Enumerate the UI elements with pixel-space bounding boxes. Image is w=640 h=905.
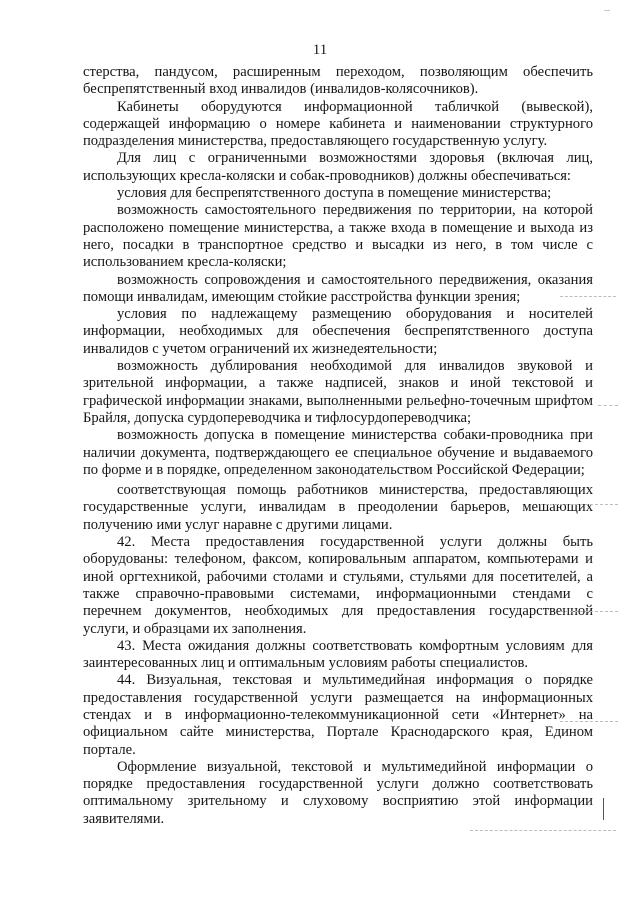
paragraph-11: 42. Места предоставления государственной услуги должны быть оборудованы: телефоном, факсом, копировальным аппаратом, компьютерами и иной оргтехникой, рабочими столами и стульями, стульями для посетителей, а также справочно-правовыми системами, информационными стендами с перечнем документов, необходимых для предоставления государственной услуги, и образцами их заполнения.	[83, 534, 593, 637]
scan-artifact	[604, 10, 610, 11]
paragraph-9: возможность допуска в помещение министерства собаки-проводника при наличии документа, подтверждающего ее специальное обучение и выдаваемого по форме и в порядке, определенном законодательством Российской Федерации;	[83, 427, 593, 478]
scan-artifact	[598, 405, 618, 407]
paragraph-13: 44. Визуальная, текстовая и мультимедийная информация о порядке предоставления государственной услуги размещается на информационных стендах и в информационно-телекоммуникационной сети «Интернет» на официальном сайте министерства, Портале Краснодарского края, Едином портале.	[83, 672, 593, 758]
body-text	[83, 64, 593, 828]
paragraph-7: условия по надлежащему размещению оборудования и носителей информации, необходимых для обеспечения беспрепятственного доступа инвалидов с учетом ограничений их жизнедеятельности;	[83, 306, 593, 357]
scan-artifact	[470, 830, 616, 832]
scan-artifact	[560, 296, 616, 298]
paragraph-6: возможность сопровождения и самостоятельного передвижения, оказания помощи инвалидам, имеющим стойкие расстройства функции зрения;	[83, 271, 593, 305]
scan-artifact	[540, 504, 618, 506]
paragraph-12: 43. Места ожидания должны соответствовать комфортным условиям для заинтересованных лиц и оптимальным условиям работы специалистов.	[83, 637, 593, 672]
scan-artifact	[560, 611, 618, 613]
margin-rule	[603, 798, 604, 820]
paragraph-5: возможность самостоятельного передвижения по территории, на которой расположено помещение министерства, а также входа в помещение и выхода из него, посадки в транспортное средство и высадки из него, в том числе с использованием кресла-коляски;	[83, 202, 593, 271]
paragraph-2: Кабинеты оборудуются информационной табличкой (вывеской), содержащей информацию о номере кабинета и наименовании структурного подразделения министерства, предоставляющего государственную услугу.	[83, 98, 593, 150]
paragraph-4: условия для беспрепятственного доступа в помещение министерства;	[117, 185, 552, 202]
paragraph-14: Оформление визуальной, текстовой и мультимедийной информации о порядке предоставления государственной услуги должно соответствовать оптимальному зрительному и слуховому восприятию этой информации заявителями.	[83, 758, 593, 827]
paragraph-3: Для лиц с ограниченными возможностями здоровья (включая лиц, использующих кресла-коляски и собак-проводников) должны обеспечиваться:	[83, 150, 593, 184]
paragraph-8: возможность дублирования необходимой для инвалидов звуковой и зрительной информации, а также надписей, знаков и иной текстовой и графической информации знаками, выполненными рельефно-точечным шрифтом Брайля, допуска сурдопереводчика и тифлосурдопереводчика;	[83, 358, 593, 426]
paragraph-10: соответствующая помощь работников министерства, предоставляющих государственные услуги, инвалидам в преодолении барьеров, мешающих получению ими услуг наравне с другими лицами.	[83, 482, 593, 533]
page-number: 11	[312, 42, 328, 58]
paragraph-1: стерства, пандусом, расширенным переходом, позволяющим обеспечить беспрепятственный вход инвалидов (инвалидов-колясочников).	[83, 64, 593, 98]
scan-artifact	[560, 721, 618, 723]
